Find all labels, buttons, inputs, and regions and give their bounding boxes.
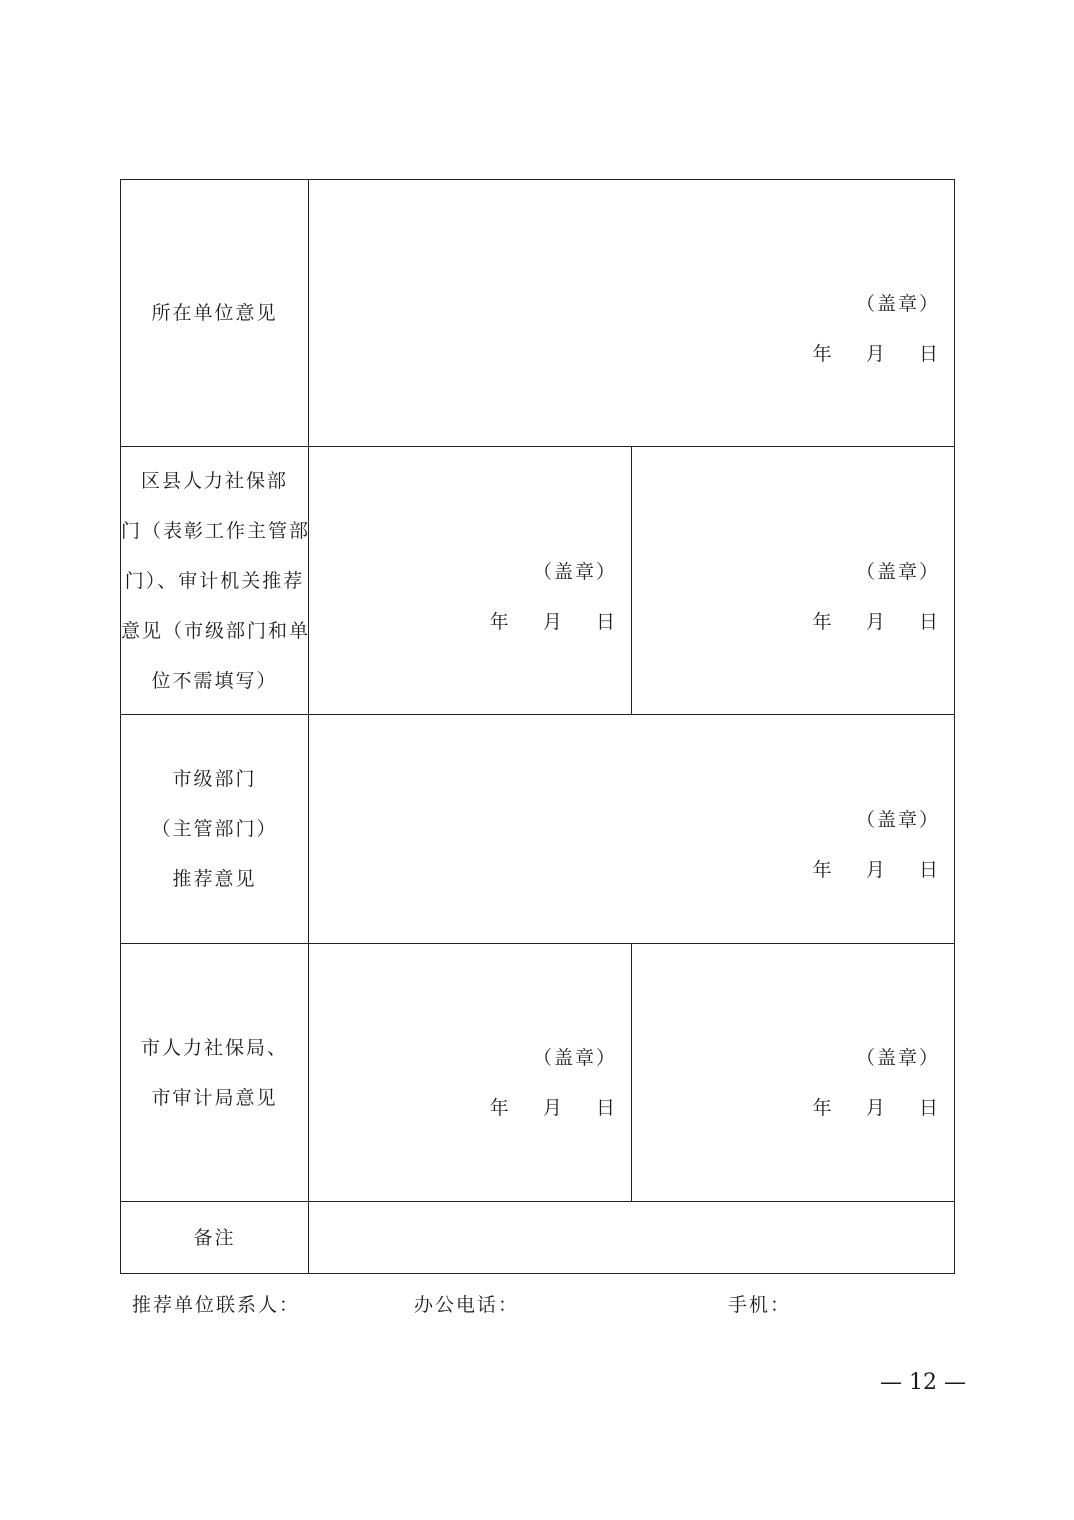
date-text: 年 月 日 xyxy=(489,610,617,633)
seal-date-block xyxy=(309,247,954,379)
row-label-line: （主管部门） xyxy=(151,818,278,840)
seal-text: （盖章） xyxy=(855,293,940,315)
district-audit-opinion-field[interactable] xyxy=(632,447,955,715)
mobile-label: 手机： xyxy=(728,1294,792,1316)
row-label-line: 门（表彰工作主管部 xyxy=(121,519,311,542)
page-number: — 12 — xyxy=(880,1370,966,1395)
row-label-line: 所在单位意见 xyxy=(151,302,278,324)
date-text: 年 月 日 xyxy=(812,610,940,633)
date-text: 年 月 日 xyxy=(812,343,940,365)
seal-text: （盖章） xyxy=(855,1046,940,1069)
seal-date-block xyxy=(309,1013,631,1133)
label-district-opinion xyxy=(121,447,309,715)
date-text: 年 月 日 xyxy=(812,1096,940,1119)
seal-text: （盖章） xyxy=(532,1046,617,1069)
seal-text: （盖章） xyxy=(855,809,940,831)
row-unit-opinion xyxy=(121,180,955,447)
seal-date-block xyxy=(632,1013,954,1133)
row-district-opinion xyxy=(121,447,955,715)
seal-date-block xyxy=(309,515,631,647)
row-label-line: 市人力社保局、 xyxy=(140,1036,288,1059)
row-label-line: 区县人力社保部 xyxy=(140,469,288,492)
row-label-line: 意见（市级部门和单 xyxy=(121,619,311,642)
row-label-line: 市级部门 xyxy=(172,768,257,790)
office-phone-label: 办公电话： xyxy=(414,1294,520,1316)
unit-opinion-field[interactable] xyxy=(309,180,955,447)
seal-date-block xyxy=(632,515,954,647)
label-unit-opinion xyxy=(121,180,309,447)
row-label-line: 门）、审计机关推荐 xyxy=(124,569,305,592)
date-text: 年 月 日 xyxy=(812,859,940,881)
row-label-line: 备注 xyxy=(193,1226,236,1249)
row-remarks xyxy=(121,1202,955,1274)
contact-info-line xyxy=(132,1290,952,1326)
contact-person-label: 推荐单位联系人： xyxy=(132,1294,301,1316)
row-label-line: 市审计局意见 xyxy=(151,1086,278,1109)
row-city-dept-opinion xyxy=(121,715,955,944)
remarks-field[interactable] xyxy=(309,1202,955,1274)
city-audit-bureau-opinion-field[interactable] xyxy=(632,944,955,1202)
date-text: 年 月 日 xyxy=(489,1096,617,1119)
city-dept-opinion-field[interactable] xyxy=(309,715,955,944)
row-label-line: 推荐意见 xyxy=(172,868,257,890)
seal-text: （盖章） xyxy=(532,560,617,583)
district-hr-opinion-field[interactable] xyxy=(309,447,632,715)
city-hr-bureau-opinion-field[interactable] xyxy=(309,944,632,1202)
row-label-line: 位不需填写） xyxy=(151,669,278,692)
label-city-dept-opinion xyxy=(121,715,309,944)
row-city-bureau-opinion xyxy=(121,944,955,1202)
label-city-bureau-opinion xyxy=(121,944,309,1202)
seal-text: （盖章） xyxy=(855,560,940,583)
label-remarks xyxy=(121,1202,309,1274)
seal-date-block xyxy=(309,763,954,895)
recommendation-form-table xyxy=(120,179,955,1274)
